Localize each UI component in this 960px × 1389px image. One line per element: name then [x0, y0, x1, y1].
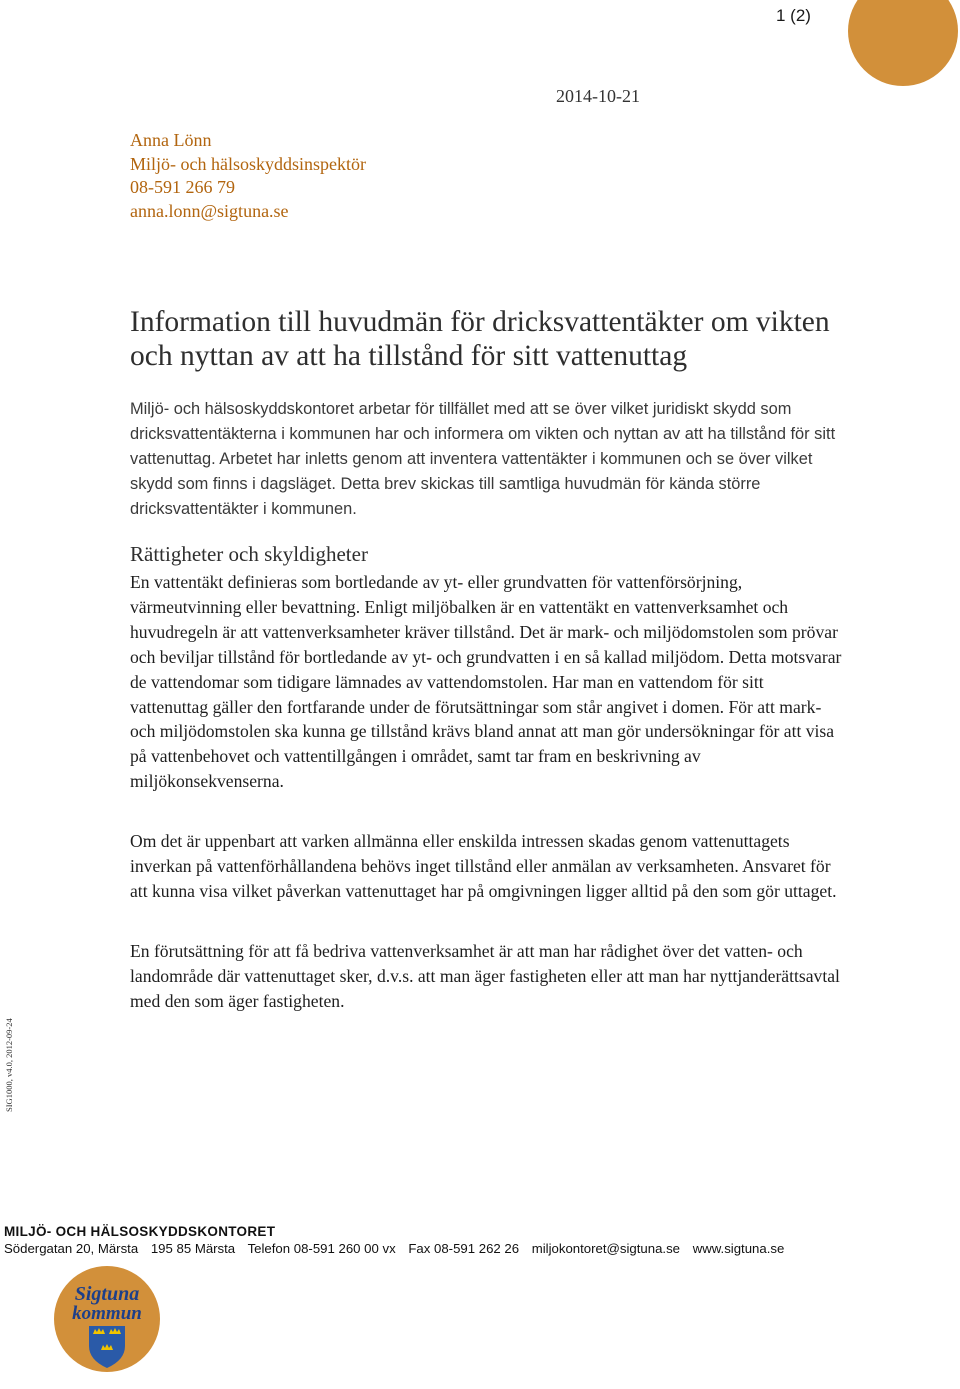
- section-heading: Rättigheter och skyldigheter: [130, 542, 368, 566]
- sender-email: anna.lonn@sigtuna.se: [130, 200, 289, 221]
- body-paragraph: Om det är uppenbart att varken allmänna eller enskilda intressen skadas genom vattenuttagets inverkan på vattenförhållandena behövs inget tillstånd eller anmälan av verksamheten. Ansvaret för att kunna visa vilket påverkan vattenuttaget har på omgivningen ligger alltid på den som gör uttaget.: [130, 831, 837, 901]
- sender-name: Anna Lönn: [130, 130, 212, 150]
- sender-block: [130, 129, 366, 223]
- body-paragraph: En förutsättning för att få bedriva vattenverksamhet är att man har rådighet över det vatten- och landområde där vattenuttaget sker, d.v.s. att man äger fastigheten eller att man har nyttjanderättsavtal med den som äger fastigheten.: [130, 941, 840, 1011]
- footer-phone: Telefon 08-591 260 00 vx: [247, 1241, 396, 1256]
- corner-accent-circle: [848, 0, 958, 86]
- template-version-code: SIG1000, v4.0, 2012-09-24: [4, 1018, 14, 1112]
- page-number: 1 (2): [776, 6, 811, 25]
- sigtuna-logo: [42, 1262, 172, 1378]
- document-date: 2014-10-21: [556, 86, 640, 106]
- sender-phone: 08-591 266 79: [130, 177, 235, 197]
- footer-organization: MILJÖ- OCH HÄLSOSKYDDSKONTORET: [4, 1224, 276, 1239]
- sigtuna-logo-badge: [42, 1262, 172, 1380]
- footer-address: Södergatan 20, Märsta: [4, 1241, 139, 1256]
- logo-text-line1: Sigtuna: [74, 1283, 140, 1305]
- footer-fax: Fax 08-591 262 26: [408, 1241, 520, 1256]
- footer-contact-line: [4, 1241, 793, 1256]
- logo-text-line2: kommun: [72, 1303, 142, 1324]
- sender-role: Miljö- och hälsoskyddsinspektör: [130, 153, 366, 174]
- body-paragraph: En vattentäkt definieras som bortledande av yt- eller grundvatten för vattenförsörjning, värmeutvinning eller bevattning. Enligt miljöbalken är en vattentäkt en vattenverksamhet och huvudregeln är att vattenverksamheter kräver tillstånd. Det är mark- och miljödomstolen som prövar och beviljar tillstånd för bortledande av yt- och grundvatten i en så kallad miljödom. Detta motsvarar de vattendomar som tidigare lämnades av vattendomstolen. Har man en vattendom för sitt vattenuttag gäller den fortfarande under de förutsättningar som står angivet i domen. För att mark- och miljödomstolen ska kunna ge tillstånd krävs bland annat att man gör undersökningar för att visa på vattenbehovet och vattentillgången i området, samt tar fram en beskrivning av miljökonsekvenserna.: [130, 572, 842, 792]
- intro-paragraph: Miljö- och hälsoskyddskontoret arbetar för tillfället med att se över vilket juridiskt skydd som dricksvattentäkterna i kommunen har och informera om vikten och nyttan av att ha tillstånd för sitt vattenuttag. Arbetet har inletts genom att inventera vattentäkter i kommunen och se över vilket skydd som finns i dagsläget. Detta brev skickas till samtliga huvudmän för kända större dricksvattentäkter i kommunen.: [130, 400, 836, 518]
- footer-email[interactable]: miljokontoret@sigtuna.se: [531, 1241, 681, 1256]
- footer-website[interactable]: www.sigtuna.se: [692, 1241, 785, 1256]
- document-title: Information till huvudmän för dricksvattentäkter om vikten och nyttan av att ha tillstånd för sitt vattenuttag: [130, 306, 830, 372]
- footer-postal: 195 85 Märsta: [150, 1241, 236, 1256]
